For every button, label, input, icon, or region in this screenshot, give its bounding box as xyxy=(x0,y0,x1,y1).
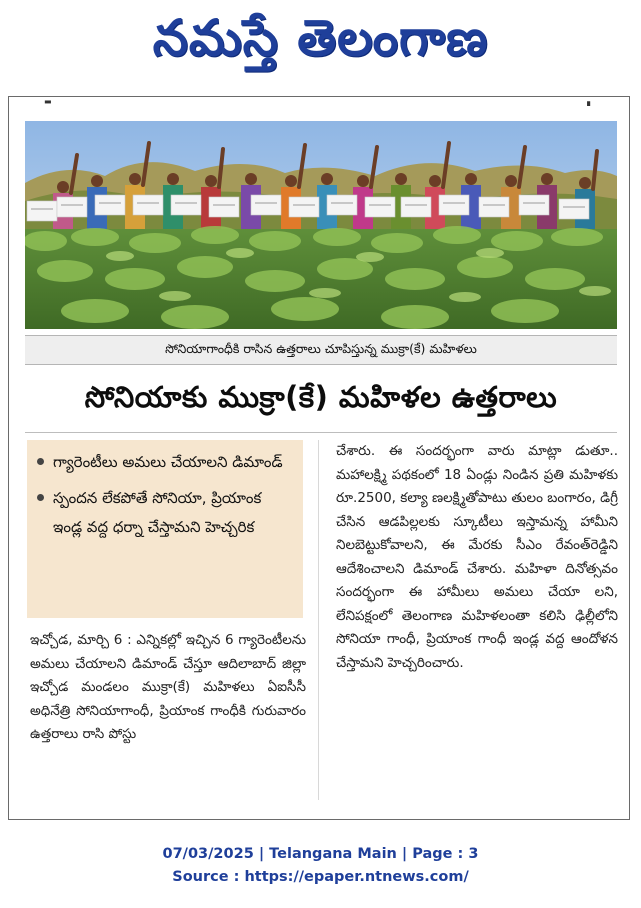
highlight-text: స్పందన లేకపోతే సోనియా, ప్రియాంక ఇండ్ల వద్ద ధర్నా చేస్తామని హెచ్చరిక xyxy=(53,489,262,536)
photo-caption: సోనియాగాంధీకి రాసిన ఉత్తరాలు చూపిస్తున్న ముక్రా(కే) మహిళలు xyxy=(25,335,617,365)
news-photo xyxy=(25,121,617,329)
article-body-right: చేశారు. ఈ సందర్భంగా వారు మాట్లా డుతూ.. మహాలక్ష్మి పథకంలో 18 ఏండ్లు నిండిన ప్రతి మహిళకు రూ.2500, కల్యా ణలక్ష్మితోపాటు తులం బంగారం, డిగ్రీ చేసిన ఆడపిల్లలకు స్కూటీలు ఇస్తామన్న హామీని నిలబెట్టుకోవాలని, ఈ మేరకు సీఎం రేవంత్‌రెడ్డిని ఆదేశించాలని డిమాండ్ చేశారు. మహిళా దినోత్సవం సందర్భంగా ఈ హామీలు అమలు చేయా లని, లేనిపక్షంలో తెలంగాణ మహిళలంతా కలిసి ఢిల్లీలోని సోనియా గాంధీ, ప్రియాంక గాంధీ ఇండ్ల వద్ద ఆందోళన చేస్తామని హెచ్చరించారు. xyxy=(336,443,618,671)
highlight-item xyxy=(37,448,295,477)
highlights-box xyxy=(27,440,303,618)
bullet-icon xyxy=(37,458,44,465)
frame-mark-right: ▗ xyxy=(584,97,591,106)
frame-mark-left: ▬ xyxy=(44,97,52,106)
bullet-icon xyxy=(37,494,44,501)
source-link[interactable]: Source : https://epaper.ntnews.com/ xyxy=(172,869,469,885)
column-divider xyxy=(318,440,319,800)
edition-info: 07/03/2025 | Telangana Main | Page : 3 xyxy=(162,846,479,862)
headline-divider xyxy=(25,432,617,433)
masthead xyxy=(0,0,641,88)
article-body-left: ఇచ్చోడ, మార్చి 6 : ఎన్నికల్లో ఇచ్చిన 6 గ్యారెంటీలను అమలు చేయాలని డిమాండ్ చేస్తూ ఆదిలాబాద్ జిల్లా ఇచ్చోడ మండలం ముక్రా(కే) మహిళలు ఏఐసీసీ అధినేత్రి సోనియాగాంధీ, ప్రియాంక గాంధీకి గురువారం ఉత్తరాలు రాసి పోస్టు xyxy=(30,632,306,742)
highlight-item xyxy=(37,484,295,542)
masthead-title: నమస్తే తెలంగాణ xyxy=(152,8,489,67)
highlight-text: గ్యారెంటీలు అమలు చేయాలని డిమాండ్ xyxy=(53,453,283,471)
article-headline: సోనియాకు ముక్రా(కే) మహిళల ఉత్తరాలు xyxy=(84,380,558,414)
field-protest-photo xyxy=(25,121,617,329)
